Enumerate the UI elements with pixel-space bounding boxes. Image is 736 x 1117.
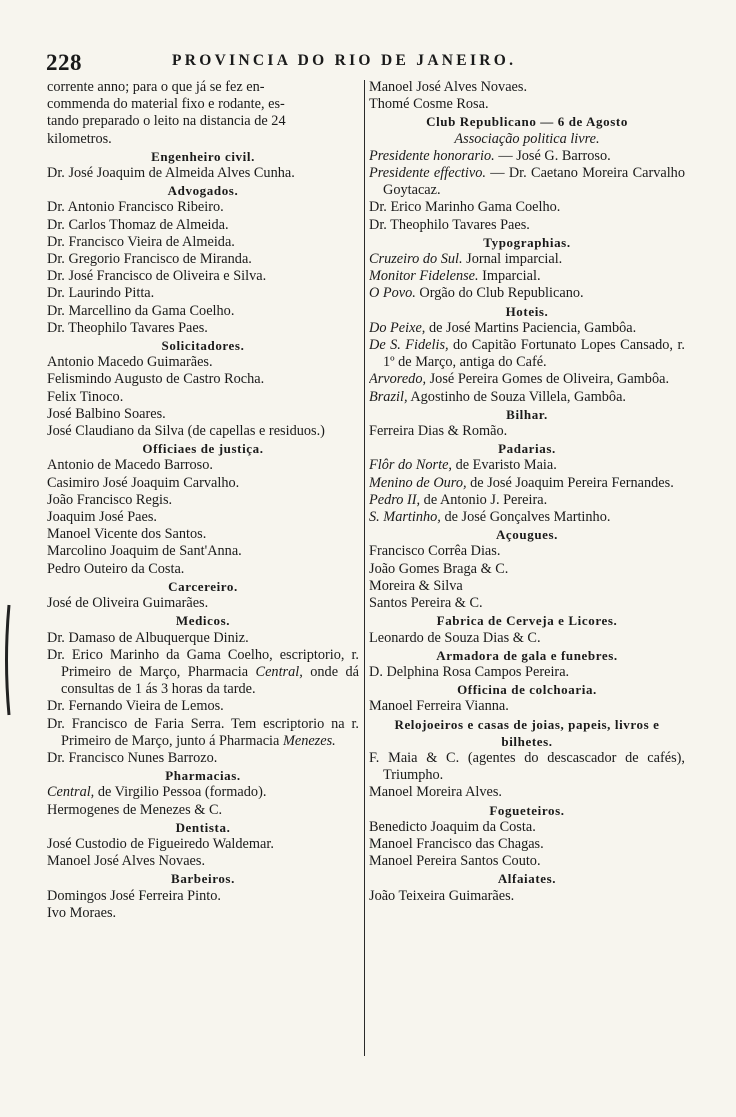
heading-advogados: Advogados. (167, 183, 239, 199)
entry-text: de Evaristo Maia. (452, 457, 557, 474)
entry-italic: Menezes. (282, 732, 336, 749)
entry (369, 285, 685, 302)
entry: Hermogenes de Menezes & C. (47, 801, 223, 818)
entry-italic: Cruzeiro do Sul. (369, 251, 463, 268)
entry-text: de José Joaquim Pereira Fernandes. (466, 474, 674, 491)
entry: Antonio de Macedo Barroso. (47, 457, 213, 474)
entry-text: Dr. Erico Marinho da Gama Coelho, escriptorio, r. Primeiro de Março, Pharmacia (47, 646, 359, 680)
heading-engenheiro: Engenheiro civil. (151, 148, 255, 164)
entry: Dr. Carlos Thomaz de Almeida. (47, 216, 229, 233)
entry-italic: Arvoredo, (369, 371, 427, 388)
entry: João Gomes Braga & C. (369, 560, 509, 577)
entry: Dr. Fernando Vieira de Lemos. (47, 698, 224, 715)
heading-fabrica: Fabrica de Cerveja e Licores. (436, 613, 618, 629)
intro-line: commenda do material fixo e rodante, es- (47, 96, 285, 113)
entry: Manoel Vicente dos Santos. (47, 526, 207, 543)
heading-alfaiates: Alfaiates. (497, 871, 557, 887)
column-rule (364, 80, 365, 1056)
entry: Dr. Francisco Vieira de Almeida. (47, 233, 235, 250)
entry-italic: Flôr do Norte, (369, 457, 453, 474)
entry-text: onde dá consultas de 1 ás 3 horas da tarde. (61, 663, 359, 698)
heading-relojoeiros: Relojoeiros e casas de joias, papeis, livros e bilhetes. (394, 716, 660, 749)
entry (47, 784, 359, 801)
entry: Ivo Moraes. (47, 904, 117, 921)
entry: Dr. Erico Marinho Gama Coelho. (369, 199, 561, 216)
entry: Manoel José Alves Novaes. (369, 79, 528, 95)
entry-text: de José Martins Paciencia, Gambôa. (425, 319, 637, 336)
entry (369, 148, 685, 165)
intro-line: tando preparado o leito na distancia de 24 (47, 113, 286, 130)
left-column (47, 79, 359, 1064)
entry-italic: De S. Fidelis, (369, 337, 449, 354)
entry: Domingos José Ferreira Pinto. (47, 887, 221, 904)
heading-padarias: Padarias. (498, 441, 556, 457)
entry-italic: Do Peixe, (369, 319, 426, 336)
heading-club: Club Republicano — 6 de Agosto (426, 114, 628, 130)
entry: D. Delphina Rosa Campos Pereira. (369, 663, 570, 680)
entry-italic: Central, (47, 784, 95, 801)
heading-armadora: Armadora de gala e funebres. (436, 647, 618, 663)
entry: Dr. Francisco Nunes Barrozo. (47, 749, 218, 766)
entry: Santos Pereira & C. (369, 595, 483, 612)
heading-officiaes: Officiaes de justiça. (142, 441, 264, 457)
entry-text: — José G. Barroso. (494, 147, 611, 164)
entry: Antonio Macedo Guimarães. (47, 354, 213, 371)
entry: Dr. Marcellino da Gama Coelho. (47, 302, 235, 319)
heading-officina: Officina de colchoaria. (457, 682, 597, 698)
heading-acougues: Açougues. (495, 527, 559, 543)
entry: Manoel Pereira Santos Couto. (369, 853, 541, 870)
entry (369, 389, 685, 406)
entry: Leonardo de Souza Dias & C. (369, 629, 541, 646)
entry: Thomé Cosme Rosa. (369, 96, 489, 113)
entry: Francisco Corrêa Dias. (369, 543, 501, 560)
entry-italic: Presidente honorario. (369, 147, 495, 164)
entry (369, 251, 685, 268)
entry (369, 320, 685, 337)
entry: José Balbino Soares. (47, 405, 166, 422)
running-head: PROVINCIA DO RIO DE JANEIRO. (172, 52, 517, 69)
entry-text: de Antonio J. Pereira. (420, 491, 548, 508)
entry-italic: Presidente effectivo. (369, 165, 486, 182)
entry-text: Imparcial. (478, 268, 541, 285)
binding-shadow-mark (0, 600, 14, 720)
entry: Moreira & Silva (369, 577, 463, 594)
entry: Manoel José Alves Novaes. (47, 853, 206, 870)
right-column (369, 79, 685, 1064)
entry-italic: Pedro II, (369, 491, 421, 508)
entry (47, 716, 359, 750)
entry: Casimiro José Joaquim Carvalho. (47, 474, 240, 491)
heading-typographias: Typographias. (483, 234, 571, 250)
entry-italic: Brazil, (369, 388, 408, 405)
entry-italic: Monitor Fidelense. (369, 268, 479, 285)
entry-italic: Menino de Ouro, (369, 474, 467, 491)
entry: Dr. Theophilo Tavares Paes. (369, 216, 530, 233)
entry-text: — Dr. Caetano Moreira Carvalho Goytacaz. (383, 165, 685, 199)
entry: Joaquim José Paes. (47, 509, 157, 526)
entry: Dr. Damaso de Albuquerque Diniz. (47, 629, 249, 646)
entry: Felix Tinoco. (47, 388, 124, 405)
entry (369, 475, 685, 492)
entry-text: de Virgilio Pessoa (formado). (94, 784, 267, 801)
entry (369, 337, 685, 371)
entry: José Claudiano da Silva (de capellas e residuos.) (47, 423, 325, 440)
entry: João Teixeira Guimarães. (369, 887, 515, 904)
page-number: 228 (46, 50, 82, 75)
entry-italic: O Povo. (369, 285, 416, 302)
entry-text: de José Gonçalves Martinho. (440, 509, 611, 526)
intro-line: corrente anno; para o que já se fez en- (47, 79, 265, 95)
entry: Ferreira Dias & Romão. (369, 423, 508, 440)
entry: João Francisco Regis. (47, 491, 173, 508)
entry (369, 509, 685, 526)
entry: Manoel Ferreira Vianna. (369, 698, 509, 715)
entry-text: José Pereira Gomes de Oliveira, Gambôa. (426, 371, 670, 388)
entry: Manoel Francisco das Chagas. (369, 835, 544, 852)
entry-text: do Capitão Fortunato Lopes Cansado, r. 1º de Março, antiga do Café. (383, 337, 685, 371)
heading-pharmacias: Pharmacias. (165, 768, 241, 784)
entry-italic: Central, (255, 663, 303, 680)
heading-solicitadores: Solicitadores. (161, 338, 245, 354)
heading-hoteis: Hoteis. (505, 303, 549, 319)
entry: F. Maia & C. (agentes do descascador de cafés), Triumpho. (369, 749, 685, 784)
entry: Dr. Theophilo Tavares Paes. (47, 319, 208, 336)
entry-text: Agostinho de Souza Villela, Gambôa. (407, 388, 626, 405)
entry (369, 371, 685, 388)
entry-text: Dr. Francisco de Faria Serra. Tem escriptorio na r. Primeiro de Março, junto á Pharmacia (47, 715, 359, 749)
heading-carcereiro: Carcereiro. (168, 578, 238, 594)
entry: José de Oliveira Guimarães. (47, 595, 209, 612)
heading-dentista: Dentista. (175, 819, 231, 835)
heading-medicos: Medicos. (175, 613, 231, 629)
heading-bilhar: Bilhar. (506, 406, 548, 422)
entry-text: Orgão do Club Republicano. (415, 285, 584, 302)
entry: José Custodio de Figueiredo Waldemar. (47, 835, 274, 852)
entry: Pedro Outeiro da Costa. (47, 560, 185, 577)
entry: Manoel Moreira Alves. (369, 784, 503, 801)
entry (369, 165, 685, 199)
entry (369, 268, 685, 285)
entry (369, 457, 685, 474)
entry (47, 647, 359, 699)
entry: Dr. José Francisco de Oliveira e Silva. (47, 268, 267, 285)
intro-line: kilometros. (47, 130, 112, 147)
entry: Dr. Laurindo Pitta. (47, 285, 155, 302)
entry: Marcolino Joaquim de Sant'Anna. (47, 543, 242, 560)
heading-fogueteiros: Fogueteiros. (489, 802, 565, 818)
entry: Dr. José Joaquim de Almeida Alves Cunha. (47, 165, 295, 182)
entry: Dr. Gregorio Francisco de Miranda. (47, 251, 252, 268)
entry-text: Jornal imparcial. (462, 251, 563, 268)
entry: Dr. Antonio Francisco Ribeiro. (47, 199, 224, 216)
entry: Benedicto Joaquim da Costa. (369, 818, 536, 835)
entry-italic: S. Martinho, (369, 509, 441, 526)
entry: Felismindo Augusto de Castro Rocha. (47, 371, 265, 388)
heading-barbeiros: Barbeiros. (171, 871, 235, 887)
subheading-club: Associação politica livre. (454, 130, 600, 147)
entry (369, 492, 685, 509)
